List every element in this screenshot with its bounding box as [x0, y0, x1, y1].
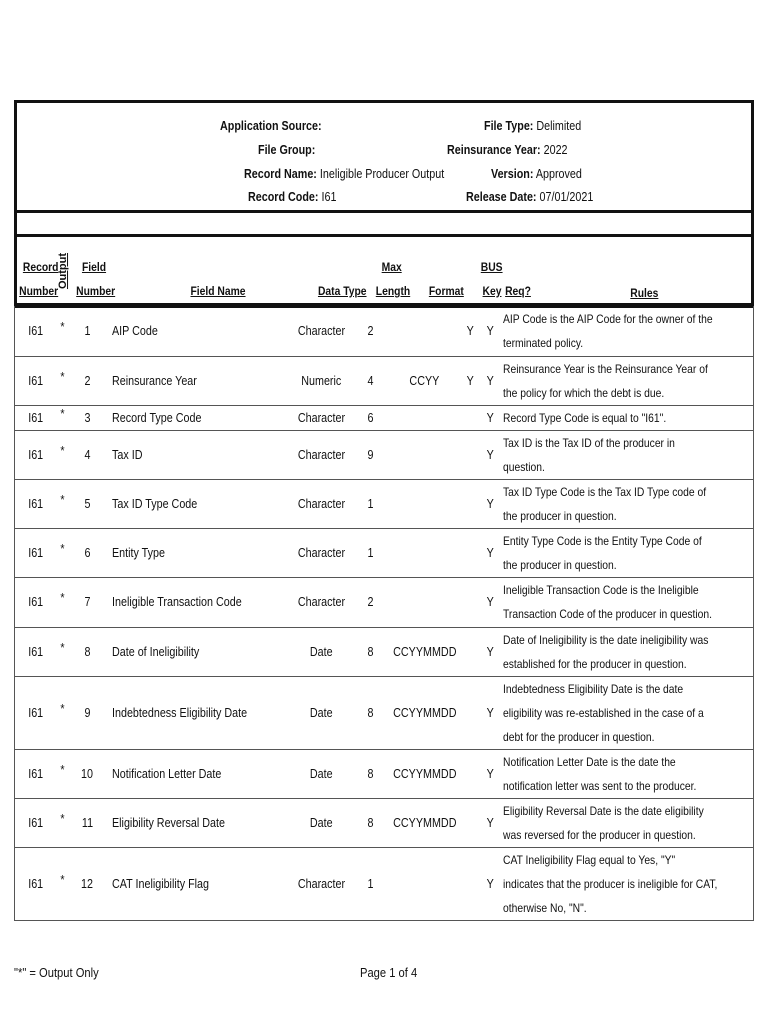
bus-key-cell	[461, 356, 479, 405]
col-output: Output	[57, 252, 70, 290]
data-type-cell-text: Character	[297, 496, 346, 511]
data-type-cell	[290, 676, 353, 749]
format-cell	[388, 306, 462, 356]
field-table	[14, 306, 754, 921]
reinsurance-year-label: Reinsurance Year:	[447, 143, 541, 157]
max-length-cell-text: 8	[367, 766, 374, 781]
output-flag-cell-text: *	[60, 492, 65, 507]
output-flag-cell-text: *	[60, 406, 65, 421]
output-flag-cell-text: *	[60, 369, 65, 384]
field-name-cell	[106, 356, 290, 405]
data-type-cell-text: Character	[297, 410, 346, 425]
record-number-cell	[15, 528, 57, 577]
divider	[14, 234, 754, 237]
field-number-cell-text: 12	[81, 876, 94, 891]
col-req: Req?	[505, 284, 531, 298]
field-number-cell-text: 6	[84, 545, 91, 560]
output-flag-cell-text: *	[60, 762, 65, 777]
field-name-cell-text: Tax ID Type Code	[112, 496, 198, 511]
field-name-cell-text: AIP Code	[112, 323, 159, 338]
required-cell	[479, 627, 501, 676]
record-number-cell	[15, 405, 57, 430]
rules-cell	[501, 847, 754, 920]
rules-cell	[501, 627, 754, 676]
field-number-cell	[69, 847, 107, 920]
max-length-cell	[353, 479, 388, 528]
data-type-cell-text: Numeric	[301, 373, 342, 388]
col-format: Format	[428, 284, 464, 298]
format-cell	[388, 430, 462, 479]
table-row	[15, 356, 754, 405]
max-length-cell-text: 2	[367, 595, 374, 609]
record-number-cell-text: I61	[28, 595, 44, 609]
field-number-cell-text: 9	[84, 705, 91, 720]
data-type-cell	[290, 306, 353, 356]
version	[491, 167, 582, 181]
field-name-cell-text: Indebtedness Eligibility Date	[112, 705, 248, 720]
application-source	[220, 119, 322, 133]
output-flag-cell-text: *	[60, 591, 65, 605]
release-date-label: Release Date:	[466, 190, 537, 204]
bus-key-cell	[461, 749, 479, 798]
field-name-cell	[106, 798, 290, 847]
col-max-top: Max	[381, 260, 402, 274]
format-cell-text: CCYYMMDD	[392, 766, 457, 781]
record-number-cell	[15, 479, 57, 528]
format-cell-text: CCYYMMDD	[392, 705, 457, 720]
field-number-cell-text: 10	[81, 766, 94, 781]
field-number-cell-text: 7	[84, 595, 91, 609]
max-length-cell	[353, 676, 388, 749]
format-cell	[388, 847, 462, 920]
col-bus-bottom: Key	[482, 284, 502, 298]
table-row	[15, 430, 754, 479]
file-group-label: File Group:	[258, 143, 316, 157]
release-date-value: 07/01/2021	[539, 190, 594, 204]
data-type-cell	[290, 356, 353, 405]
field-number-cell	[69, 577, 107, 627]
field-name-cell	[106, 676, 290, 749]
bus-key-cell	[461, 306, 479, 356]
max-length-cell	[353, 577, 388, 627]
data-type-cell-text: Date	[310, 815, 333, 830]
rules-cell-text: Entity Type Code is the Entity Type Code of the producer in question.	[502, 533, 702, 572]
table-row	[15, 749, 754, 798]
header-frame	[14, 100, 754, 308]
field-number-cell	[69, 798, 107, 847]
rules-cell	[501, 405, 754, 430]
table-row	[15, 847, 754, 920]
required-cell	[479, 430, 501, 479]
record-number-cell-text: I61	[28, 323, 44, 338]
record-code-label: Record Code:	[248, 190, 319, 204]
field-number-cell-text: 1	[84, 323, 91, 338]
record-name-label: Record Name:	[244, 167, 317, 181]
field-name-cell	[106, 847, 290, 920]
max-length-cell	[353, 798, 388, 847]
col-record-bottom: Number	[19, 284, 59, 298]
rules-cell-text: Notification Letter Date is the date the notification letter was sent to the producer.	[502, 754, 697, 793]
rules-cell	[501, 798, 754, 847]
field-name-cell	[106, 577, 290, 627]
col-max-bottom: Length	[375, 284, 411, 298]
table-row	[15, 405, 754, 430]
field-name-cell-text: Date of Ineligibility	[112, 644, 200, 659]
record-number-cell	[15, 430, 57, 479]
record-number-cell-text: I61	[28, 545, 44, 560]
format-cell	[388, 479, 462, 528]
output-flag-cell-text: *	[60, 872, 65, 887]
bus-key-cell	[461, 676, 479, 749]
field-name-cell-text: Reinsurance Year	[112, 373, 198, 388]
divider	[751, 237, 754, 306]
data-type-cell	[290, 749, 353, 798]
max-length-cell-text: 1	[367, 545, 374, 560]
table-row	[15, 479, 754, 528]
field-name-cell	[106, 528, 290, 577]
required-cell	[479, 676, 501, 749]
max-length-cell	[353, 430, 388, 479]
bus-key-cell	[461, 577, 479, 627]
required-cell	[479, 479, 501, 528]
required-cell	[479, 798, 501, 847]
output-flag-cell	[56, 577, 69, 627]
output-flag-cell	[56, 847, 69, 920]
required-cell-text: Y	[486, 373, 494, 388]
record-number-cell-text: I61	[28, 766, 44, 781]
divider	[14, 237, 17, 306]
output-flag-cell-text: *	[60, 811, 65, 826]
data-type-cell	[290, 479, 353, 528]
format-cell-text: CCYYMMDD	[392, 644, 457, 659]
format-cell	[388, 676, 462, 749]
output-flag-cell	[56, 405, 69, 430]
required-cell-text: Y	[486, 595, 494, 609]
rules-cell	[501, 430, 754, 479]
field-name-cell-text: CAT Ineligibility Flag	[112, 876, 210, 891]
required-cell-text: Y	[486, 766, 494, 781]
version-value: Approved	[535, 167, 582, 181]
max-length-cell	[353, 627, 388, 676]
record-code-value: I61	[321, 190, 337, 204]
record-number-cell-text: I61	[28, 447, 44, 462]
field-number-cell	[69, 479, 107, 528]
rules-cell-text: Tax ID is the Tax ID of the producer in question.	[502, 435, 675, 474]
rules-cell	[501, 356, 754, 405]
bus-key-cell	[461, 430, 479, 479]
bus-key-cell	[461, 479, 479, 528]
required-cell-text: Y	[486, 876, 494, 891]
required-cell	[479, 356, 501, 405]
data-type-cell	[290, 528, 353, 577]
rules-cell-text: CAT Ineligibility Flag equal to Yes, "Y" indicates that the producer is ineligible for CAT, otherwise No, "N".	[502, 852, 718, 915]
record-number-cell	[15, 847, 57, 920]
format-cell	[388, 577, 462, 627]
table-row	[15, 798, 754, 847]
rules-cell-text: Record Type Code is equal to "I61".	[502, 410, 667, 425]
field-number-cell-text: 3	[84, 410, 91, 425]
max-length-cell-text: 6	[367, 410, 374, 425]
field-name-cell-text: Notification Letter Date	[112, 766, 222, 781]
field-name-cell	[106, 405, 290, 430]
field-number-cell	[69, 627, 107, 676]
rules-cell	[501, 528, 754, 577]
rules-cell-text: AIP Code is the AIP Code for the owner of the terminated policy.	[502, 311, 713, 350]
rules-cell	[501, 306, 754, 356]
record-number-cell	[15, 627, 57, 676]
file-type-value: Delimited	[536, 119, 582, 133]
output-flag-cell-text: *	[60, 443, 65, 458]
record-number-cell-text: I61	[28, 410, 44, 425]
record-number-cell	[15, 356, 57, 405]
table-row	[15, 528, 754, 577]
bus-key-cell	[461, 528, 479, 577]
max-length-cell	[353, 356, 388, 405]
bus-key-cell	[461, 798, 479, 847]
record-number-cell-text: I61	[28, 496, 44, 511]
output-flag-cell	[56, 528, 69, 577]
field-number-cell-text: 11	[81, 815, 94, 830]
field-number-cell	[69, 356, 107, 405]
data-type-cell	[290, 798, 353, 847]
col-record-top: Record	[22, 260, 59, 274]
table-row	[15, 627, 754, 676]
format-cell	[388, 798, 462, 847]
required-cell-text: Y	[486, 815, 494, 830]
output-flag-cell-text: *	[60, 319, 65, 334]
rules-cell-text: Date of Ineligibility is the date ineligibility was established for the producer in question.	[502, 632, 709, 671]
data-type-cell-text: Character	[297, 595, 346, 609]
required-cell-text: Y	[486, 323, 494, 338]
rules-cell-text: Tax ID Type Code is the Tax ID Type code of the producer in question.	[502, 484, 707, 523]
output-flag-cell	[56, 749, 69, 798]
required-cell-text: Y	[486, 644, 494, 659]
data-type-cell-text: Date	[310, 705, 333, 720]
field-name-cell	[106, 479, 290, 528]
record-code	[248, 190, 336, 204]
required-cell	[479, 847, 501, 920]
output-flag-cell-text: *	[60, 701, 65, 716]
record-name-value: Ineligible Producer Output	[319, 167, 445, 181]
required-cell-text: Y	[486, 496, 494, 511]
max-length-cell-text: 4	[367, 373, 374, 388]
record-number-cell-text: I61	[28, 373, 44, 388]
file-type	[484, 119, 581, 133]
required-cell	[479, 528, 501, 577]
rules-cell-text: Indebtedness Eligibility Date is the date eligibility was re-established in the case of a debt for the producer in question.	[502, 681, 704, 744]
field-number-cell	[69, 749, 107, 798]
required-cell	[479, 405, 501, 430]
record-number-cell	[15, 577, 57, 627]
format-cell-text: CCYY	[409, 373, 440, 388]
divider	[14, 210, 754, 213]
footer-legend: "*" = Output Only	[14, 965, 99, 980]
data-type-cell-text: Date	[310, 644, 333, 659]
data-type-cell	[290, 847, 353, 920]
field-number-cell-text: 5	[84, 496, 91, 511]
record-number-cell	[15, 306, 57, 356]
col-field-bottom: Number	[76, 284, 116, 298]
rules-cell-text: Reinsurance Year is the Reinsurance Year of the policy for which the debt is due.	[502, 361, 708, 400]
col-data-type: Data Type	[317, 284, 367, 298]
release-date	[466, 190, 593, 204]
field-number-cell	[69, 528, 107, 577]
required-cell	[479, 577, 501, 627]
required-cell-text: Y	[486, 545, 494, 560]
col-rules: Rules	[630, 286, 659, 300]
field-name-cell	[106, 430, 290, 479]
version-label: Version:	[491, 167, 534, 181]
rules-cell	[501, 577, 754, 627]
max-length-cell-text: 8	[367, 815, 374, 830]
file-type-label: File Type:	[484, 119, 534, 133]
output-flag-cell	[56, 306, 69, 356]
format-cell	[388, 528, 462, 577]
rules-cell	[501, 749, 754, 798]
field-name-cell	[106, 306, 290, 356]
output-flag-cell	[56, 430, 69, 479]
output-flag-cell-text: *	[60, 541, 65, 556]
format-cell	[388, 627, 462, 676]
max-length-cell-text: 8	[367, 644, 374, 659]
output-flag-cell	[56, 798, 69, 847]
field-name-cell	[106, 749, 290, 798]
record-number-cell-text: I61	[28, 644, 44, 659]
file-group	[258, 143, 315, 157]
output-flag-cell	[56, 479, 69, 528]
field-number-cell	[69, 306, 107, 356]
field-name-cell-text: Eligibility Reversal Date	[112, 815, 226, 830]
record-number-cell-text: I61	[28, 876, 44, 891]
max-length-cell-text: 1	[367, 876, 374, 891]
output-flag-cell-text: *	[60, 640, 65, 655]
record-name	[244, 167, 444, 181]
required-cell	[479, 749, 501, 798]
col-field-name: Field Name	[190, 284, 246, 298]
field-name-cell-text: Ineligible Transaction Code	[112, 595, 242, 609]
max-length-cell-text: 1	[367, 496, 374, 511]
rules-cell	[501, 479, 754, 528]
reinsurance-year	[447, 143, 568, 157]
data-type-cell-text: Character	[297, 323, 346, 338]
data-type-cell-text: Character	[297, 447, 346, 462]
data-type-cell-text: Character	[297, 545, 346, 560]
record-number-cell	[15, 798, 57, 847]
record-number-cell-text: I61	[28, 815, 44, 830]
required-cell-text: Y	[486, 410, 494, 425]
max-length-cell-text: 2	[367, 323, 374, 338]
bus-key-cell	[461, 405, 479, 430]
field-number-cell-text: 8	[84, 644, 91, 659]
rules-cell-text: Eligibility Reversal Date is the date eligibility was reversed for the producer in question.	[502, 803, 704, 842]
table-row	[15, 577, 754, 627]
max-length-cell	[353, 405, 388, 430]
data-type-cell	[290, 405, 353, 430]
field-name-cell	[106, 627, 290, 676]
output-flag-cell	[56, 676, 69, 749]
required-cell-text: Y	[486, 447, 494, 462]
max-length-cell-text: 9	[367, 447, 374, 462]
field-name-cell-text: Entity Type	[112, 545, 166, 560]
col-field-top: Field	[81, 260, 107, 274]
field-number-cell-text: 4	[84, 447, 91, 462]
format-cell	[388, 749, 462, 798]
record-number-cell	[15, 676, 57, 749]
format-cell-text: CCYYMMDD	[392, 815, 457, 830]
required-cell	[479, 306, 501, 356]
field-number-cell	[69, 405, 107, 430]
output-flag-cell	[56, 356, 69, 405]
bus-key-cell	[461, 847, 479, 920]
data-type-cell	[290, 627, 353, 676]
table-row	[15, 306, 754, 356]
data-type-cell	[290, 577, 353, 627]
bus-key-cell-text: Y	[466, 323, 474, 338]
field-name-cell-text: Tax ID	[112, 447, 143, 462]
rules-cell	[501, 676, 754, 749]
record-number-cell	[15, 749, 57, 798]
max-length-cell	[353, 847, 388, 920]
required-cell-text: Y	[486, 705, 494, 720]
field-number-cell	[69, 430, 107, 479]
application-source-label: Application Source:	[220, 119, 322, 133]
max-length-cell	[353, 528, 388, 577]
record-number-cell-text: I61	[28, 705, 44, 720]
data-type-cell-text: Character	[297, 876, 346, 891]
data-type-cell-text: Date	[310, 766, 333, 781]
max-length-cell-text: 8	[367, 705, 374, 720]
output-flag-cell	[56, 627, 69, 676]
bus-key-cell-text: Y	[466, 373, 474, 388]
data-type-cell	[290, 430, 353, 479]
max-length-cell	[353, 749, 388, 798]
format-cell	[388, 356, 462, 405]
format-cell	[388, 405, 462, 430]
field-number-cell	[69, 676, 107, 749]
col-bus-top: BUS	[480, 260, 503, 274]
rules-cell-text: Ineligible Transaction Code is the Ineligible Transaction Code of the producer in question.	[502, 583, 712, 621]
bus-key-cell	[461, 627, 479, 676]
table-row	[15, 676, 754, 749]
footer-page-number: Page 1 of 4	[360, 965, 418, 980]
field-name-cell-text: Record Type Code	[112, 410, 202, 425]
max-length-cell	[353, 306, 388, 356]
reinsurance-year-value: 2022	[543, 143, 568, 157]
field-number-cell-text: 2	[84, 373, 91, 388]
